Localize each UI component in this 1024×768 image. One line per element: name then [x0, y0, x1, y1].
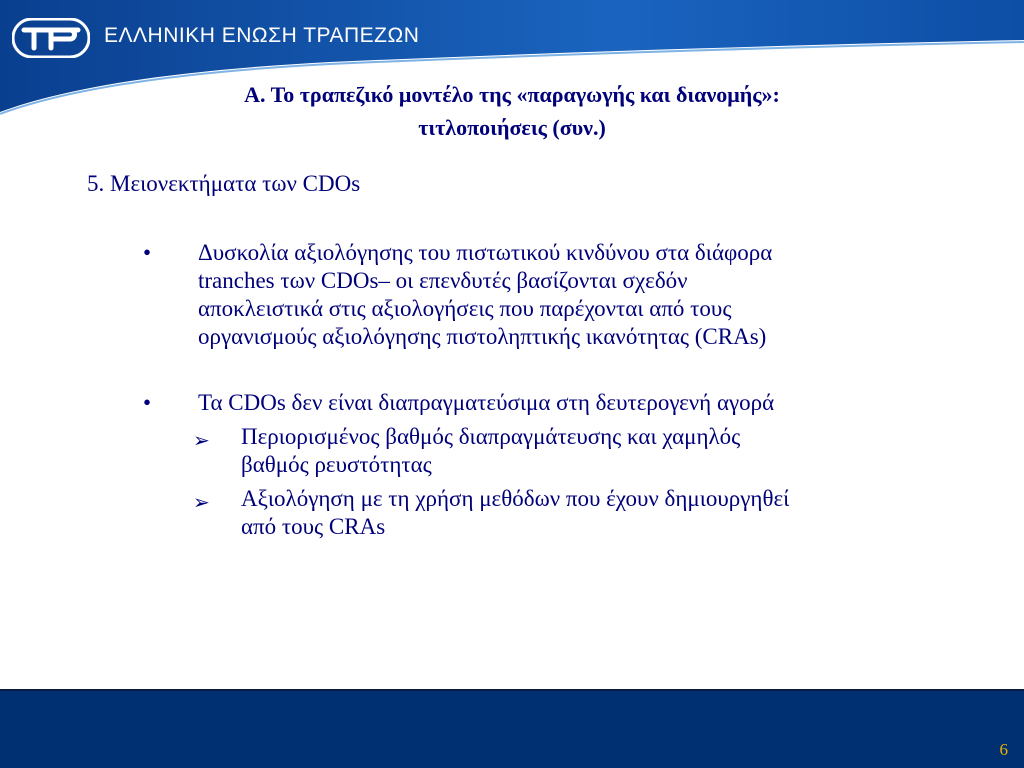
bullet-line: αποκλειστικά στις αξιολογήσεις που παρέχονται από τους [198, 296, 732, 321]
bullet-line: οργανισμούς αξιολόγησης πιστοληπτικής ικανότητας (CRAs) [198, 324, 767, 349]
sub-bullet-item-1 [193, 423, 741, 479]
page-number: 6 [999, 740, 1008, 759]
bullet-line: Δυσκολία αξιολόγησης του πιστωτικού κινδύνου στα διάφορα [198, 240, 773, 265]
bullet-line: tranches των CDOs– οι επενδυτές βασίζονται σχεδόν [198, 268, 688, 293]
bullet-marker: • [143, 240, 152, 265]
sub-bullet-line: από τους CRAs [241, 514, 386, 539]
slide-title-line-1: Α. Το τραπεζικό μοντέλο της «παραγωγής και διανομής»: [244, 82, 780, 107]
arrow-bullet-icon: ➢ [193, 428, 210, 452]
bullet-line: Τα CDOs δεν είναι διαπραγματεύσιμα στη δευτερογενή αγορά [198, 390, 775, 415]
sub-bullet-line: Αξιολόγηση με τη χρήση μεθόδων που έχουν δημιουργηθεί [241, 486, 790, 511]
arrow-bullet-icon: ➢ [193, 490, 210, 514]
sub-bullet-item-2 [193, 485, 790, 541]
slide-title [90, 78, 934, 144]
footer-bar [0, 689, 1024, 768]
sub-bullet-line: βαθμός ρευστότητας [241, 452, 432, 477]
organization-name: ΕΛΛΗΝΙΚΗ ΕΝΩΣΗ ΤΡΑΠΕΖΩΝ [104, 24, 420, 47]
section-heading: 5. Μειονεκτήματα των CDOs [87, 171, 361, 196]
slide-title-line-2: τιτλοποιήσεις (συν.) [418, 115, 606, 140]
bullet-item-1 [143, 239, 773, 351]
bullet-item-2 [143, 389, 775, 417]
bullet-marker: • [143, 390, 152, 415]
sub-bullet-line: Περιορισμένος βαθμός διαπραγμάτευσης και χαμηλός [241, 424, 741, 449]
hba-logo-icon [12, 18, 90, 58]
